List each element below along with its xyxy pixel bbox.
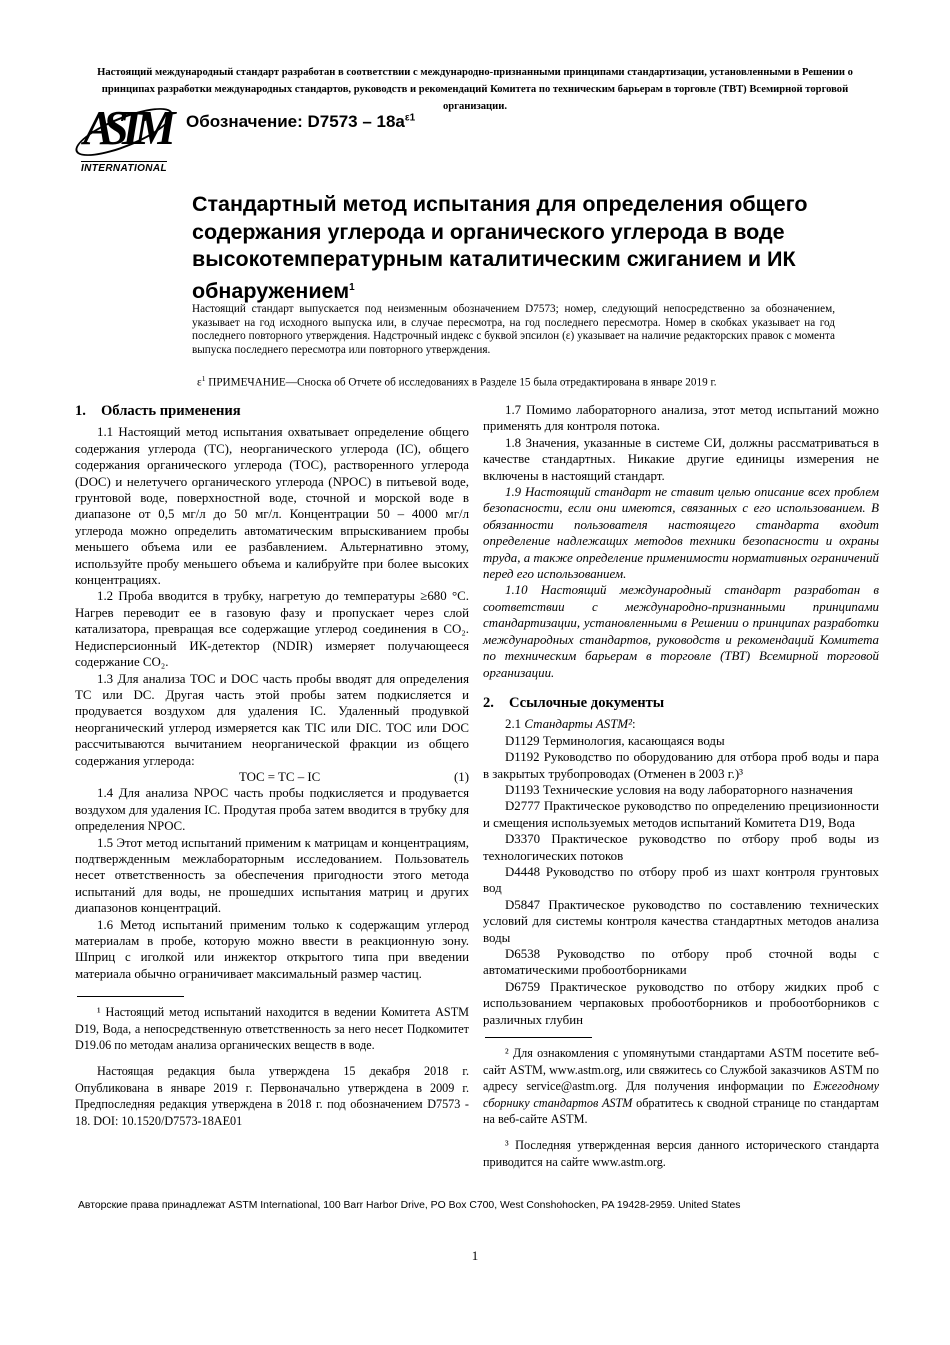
equation-1 bbox=[75, 769, 469, 785]
astm-international-label: INTERNATIONAL bbox=[80, 163, 168, 174]
epsilon-editorial-note bbox=[197, 374, 847, 389]
paragraph-1-7: 1.7 Помимо лабораторного анализа, этот метод испытаний можно применять для контроля потока. bbox=[483, 403, 879, 434]
section-2-title: Ссылочные документы bbox=[508, 694, 665, 711]
reference-item: D1193 Технические условия на воду лабораторного назначения bbox=[505, 782, 853, 797]
reference-item: D6538 Руководство по отбору проб сточной воды с автоматическими пробоотборниками bbox=[483, 947, 879, 978]
copyright-line: Авторские права принадлежат ASTM International, 100 Barr Harbor Drive, PO Box C700, West Conshohocken, PA 19428-2959. United States bbox=[78, 1200, 741, 1211]
reference-item: D1129 Терминология, касающаяся воды bbox=[505, 733, 725, 748]
section-2-heading bbox=[483, 695, 879, 711]
left-footnotes bbox=[75, 996, 469, 1129]
reference-item: D5847 Практическое руководство по составлению технических условий для системы контроля качества стандартных методов анализа воды bbox=[483, 897, 879, 945]
section-1-number: 1. bbox=[75, 403, 86, 419]
annual-book-title: Ежегодному сборнику стандартов ASTM bbox=[483, 1079, 879, 1110]
reference-item: D2777 Практическое руководство по определению прецизионности и смещения используемых методов испытаний Комитета D19, Вода bbox=[483, 799, 879, 830]
section-1-title: Область применения bbox=[100, 403, 241, 419]
two-column-body bbox=[75, 402, 879, 1170]
paragraph-2-1-number: 2.1 bbox=[505, 717, 525, 732]
wto-disclaimer: Настоящий международный стандарт разработан в соответствии с международно-признанными принципами стандартизации, установленными в Решении о принципах разработки международных стандартов, руководств и рекомендаций Комитета по техническим барьерам в торговле (ТВТ) Всемирной торговой организации. bbox=[97, 67, 853, 112]
paragraph-1-10: 1.10 Настоящий международный стандарт разработан в соответствии с международно-признанными принципами стандартизации, установленными в Решении о принципах разработки международных стандартов, руководств и рекомендаций Комитета по техническим барьерам в торговле (ТВТ) Всемирной торговой организации. bbox=[483, 583, 879, 680]
section-2-number: 2. bbox=[483, 694, 494, 711]
page-number: 1 bbox=[471, 1248, 479, 1263]
section-1-heading bbox=[75, 403, 469, 419]
paragraph-1-6: 1.6 Метод испытаний применим только к содержащим углерод материалам в пробе, которую можно ввести в реакционную зону. Шприц с иголкой или инжектор открытого типа при введении материала обычно ограничивает максимальный размер частиц. bbox=[75, 917, 469, 981]
designation-preamble: Настоящий стандарт выпускается под неизменным обозначением D7573; номер, следующий непосредственно за обозначением, указывает на год исходного выпуска или, в случае пересмотра, на год последнего пересмотра. Номер в скобках указывает на год последнего повторного утверждения. Надстрочный индекс с буквой эпсилон (ε) указывает на наличие редакторских правок с момента выпуска последнего пересмотра или повторного утверждения. bbox=[192, 303, 835, 356]
title-text: Стандартный метод испытания для определения общего содержания углерода и органического углерода в воде высокотемпературным каталитическим сжиганием и ИК обнаружением bbox=[192, 192, 808, 304]
footnote-separator-right bbox=[485, 1037, 592, 1038]
right-footnotes bbox=[483, 1037, 879, 1170]
astm-acronym: ASTM bbox=[83, 100, 165, 155]
designation-superscript: ε1 bbox=[404, 112, 416, 124]
right-column bbox=[483, 402, 879, 1170]
paragraph-1-8: 1.8 Значения, указанные в системе СИ, должны рассматриваться в качестве стандартных. Никакие другие единицы измерения не включены в настоящий стандарт. bbox=[483, 435, 879, 483]
footnote-3: ³ Последняя утвержденная версия данного исторического стандарта приводится на сайте www.astm.org. bbox=[483, 1138, 879, 1169]
paragraph-2-1-colon: : bbox=[632, 717, 636, 732]
equation-number: (1) bbox=[453, 769, 469, 784]
left-column bbox=[75, 402, 469, 1170]
paragraph-1-4: 1.4 Для анализа NPOC часть пробы подкисляется и продувается воздухом для удаления IC. Продутая проба затем вводится в трубку для определения NPOC. bbox=[75, 786, 469, 834]
reference-item: D6759 Практическое руководство по отбору жидких проб с использованием черпаковых пробоотборников и пробоотборников с различных глубин bbox=[483, 979, 879, 1027]
paragraph-1-9: 1.9 Настоящий стандарт не ставит целью описание всех проблем безопасности, если они имеются, связанных с его использованием. В обязанности пользователя настоящего стандарта входит определение надлежащих методов техники безопасности и охраны труда, а также определение применимости нормативных ограничений перед его использованием. bbox=[483, 485, 879, 582]
astm-standards-label: Стандарты ASTM² bbox=[524, 717, 633, 732]
paragraph-1-2: 1.2 Проба вводится в трубку, нагретую до температуры ≥680 °C. Нагрев переводит ее в газовую фазу и пропускает через слой катализатора, превращая все содержащие углерод соединения в CO₂. Недисперсионный ИК-детектор (NDIR) измеряет получающееся содержание CO₂. bbox=[75, 589, 469, 670]
equation-formula: TOC = TC – IC bbox=[239, 769, 321, 784]
designation-text: Обозначение: D7573 – 18a bbox=[186, 112, 405, 131]
astm-logo bbox=[74, 100, 174, 176]
paragraph-1-5: 1.5 Этот метод испытаний применим к матрицам и концентрациям, подтвержденным межлабораторным исследованием. Пользователь несет ответственность за обеспечения пригодности этого метода испытаний для воды, не прошедших испытания матриц и других диапазонов концентраций. bbox=[75, 835, 469, 916]
page-title bbox=[192, 191, 857, 305]
footnote-2-text-end: обратитесь к сводной странице по стандартам на веб-сайте ASTM. bbox=[483, 1095, 879, 1127]
footnote-separator-left bbox=[77, 996, 184, 997]
footnote-1: ¹ Настоящий метод испытаний находится в ведении Комитета ASTM D19, Вода, а непосредственную ответственность за него несет Подкомитет D19.06 по методам анализа органических веществ в воде. bbox=[75, 1005, 469, 1053]
footnote-2-text: ² Для ознакомления с упомянутыми стандартами ASTM посетите веб-сайт ASTM, www.astm.org, или свяжитесь со Службой заказчиков ASTM по адресу service@astm.org. Для получения информации по bbox=[483, 1046, 879, 1094]
paragraph-2-1 bbox=[483, 716, 879, 732]
standard-designation bbox=[186, 112, 415, 132]
reference-item: D4448 Руководство по отбору проб из шахт контроля грунтовых вод bbox=[483, 864, 879, 896]
epsilon-note-text: ПРИМЕЧАНИЕ—Сноска об Отчете об исследованиях в Разделе 15 была отредактирована в январе 2019 г. bbox=[205, 376, 717, 389]
footnote-1-edition: Настоящая редакция была утверждена 15 декабря 2018 г. Опубликована в январе 2019 г. Первоначально утверждена в 2009 г. Предпоследняя редакция утверждена в 2018 г. под обозначением D7573 - 18. DOI: 10.1520/D7573-18AE01 bbox=[75, 1064, 469, 1128]
paragraph-1-3: 1.3 Для анализа TOC и DOC часть пробы вводят для определения TC или DC. Другая часть этой пробы затем подкисляется и продувается воздухом для удаления IC. Удаленный продувкой неорганический углерод измеряется как TIC или DIC. TOC или DOC рассчитываются вычитанием неорганической фракции из общего содержания углерода: bbox=[75, 671, 469, 768]
astm-globe-icon bbox=[76, 100, 172, 158]
footnote-2 bbox=[483, 1045, 879, 1128]
paragraph-1-1: 1.1 Настоящий метод испытания охватывает определение общего содержания углерода (TC), неорганического углерода (IC), общего содержания органического углерода (TOC), растворенного углерода (DOC) и нелетучего органического углерода (NPOC) в питьевой воде, грунтовой воде, поверхностной воде, сточной и морской воде в диапазоне от 0,5 мг/л до 50 мг/л. Концентрации 50 – 4000 мг/л углерода можно определить автоматическим впрыскиванием пробы меньшего объема или ее разбавлением. Альтернативно этому, используйте пробу меньшего объема и калибруйте при более высоких концентрациях. bbox=[75, 425, 469, 588]
title-footnote-mark: 1 bbox=[349, 281, 355, 293]
epsilon-superscript: 1 bbox=[201, 374, 206, 383]
reference-item: D1192 Руководство по оборудованию для отбора проб воды и пара в закрытых трубопроводах (Отменен в 2003 г.)³ bbox=[483, 750, 879, 781]
reference-item: D3370 Практическое руководство по отбору проб воды из технологических потоков bbox=[483, 832, 879, 863]
epsilon-symbol: ε bbox=[197, 376, 202, 389]
